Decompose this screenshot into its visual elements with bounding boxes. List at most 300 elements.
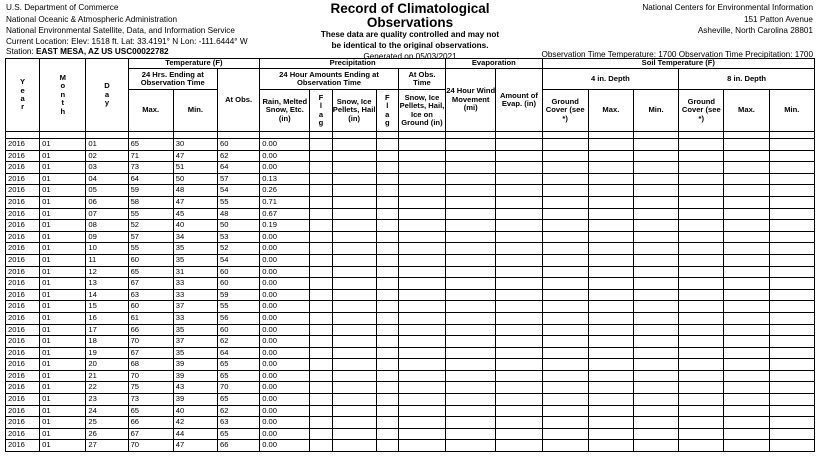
table-row [6,243,815,255]
empty-cell [446,220,496,232]
max-temp-cell: 73 [128,162,173,174]
min-temp-cell: 35 [173,324,217,336]
empty-cell [542,405,588,417]
empty-cell [633,243,678,255]
rain-cell: 0.00 [260,370,310,382]
rain-cell: 0.00 [260,405,310,417]
empty-cell [542,173,588,185]
empty-cell [769,289,814,301]
empty-cell [633,336,678,348]
rain-cell: 0.00 [260,254,310,266]
empty-cell [679,312,724,324]
empty-cell [542,139,588,151]
empty-cell [724,417,769,429]
empty-cell [724,347,769,359]
empty-cell [376,289,398,301]
empty-cell [310,370,332,382]
table-row [6,231,815,243]
month-cell: 01 [40,440,86,452]
empty-cell [332,359,376,371]
depth-4in-header: 4 in. Depth [542,69,679,90]
table-row [6,185,815,197]
obs-temp-cell: 52 [217,243,259,255]
obs-temp-cell: 60 [217,278,259,290]
col-month: M o n t h [40,59,86,132]
station-name: EAST MESA, AZ US USC00022782 [36,47,169,56]
empty-cell [633,382,678,394]
month-cell: 01 [40,394,86,406]
empty-cell [332,405,376,417]
empty-cell [633,266,678,278]
empty-cell [332,394,376,406]
empty-cell [542,428,588,440]
day-cell: 06 [86,196,128,208]
obs-temp-cell: 56 [217,312,259,324]
empty-cell [310,347,332,359]
empty-cell [376,405,398,417]
precip-24hr-header: 24 Hour Amounts Ending at Observation Time [260,69,399,90]
month-cell: 01 [40,220,86,232]
empty-cell [769,359,814,371]
empty-cell [446,382,496,394]
empty-cell [679,266,724,278]
temperature-group-header: Temperature (F) [128,59,260,69]
max-temp-cell: 64 [128,173,173,185]
empty-cell [633,417,678,429]
empty-cell [588,220,633,232]
empty-cell [446,324,496,336]
empty-cell [446,289,496,301]
year-cell: 2016 [6,301,40,313]
empty-cell [769,139,814,151]
empty-cell [633,405,678,417]
empty-cell [496,301,542,313]
max-temp-cell: 63 [128,289,173,301]
empty-cell [724,278,769,290]
empty-cell [724,162,769,174]
day-cell: 22 [86,382,128,394]
empty-cell [679,336,724,348]
empty-cell [376,336,398,348]
empty-cell [724,150,769,162]
min-temp-cell: 47 [173,196,217,208]
empty-cell [376,394,398,406]
empty-cell [588,266,633,278]
day-cell: 26 [86,428,128,440]
max-temp-cell: 57 [128,231,173,243]
empty-cell [310,359,332,371]
empty-cell [446,231,496,243]
empty-cell [588,312,633,324]
empty-cell [398,324,445,336]
empty-cell [496,243,542,255]
day-cell: 21 [86,370,128,382]
max-temp-cell: 60 [128,301,173,313]
day-cell: 04 [86,173,128,185]
empty-cell [633,312,678,324]
empty-cell [769,243,814,255]
empty-cell [588,347,633,359]
month-cell: 01 [40,162,86,174]
min-temp-cell: 35 [173,347,217,359]
empty-cell [376,208,398,220]
obs-temp-cell: 59 [217,289,259,301]
max-temp-cell: 55 [128,243,173,255]
rain-cell: 0.00 [260,312,310,324]
empty-cell [332,324,376,336]
min-temp-cell: 51 [173,162,217,174]
empty-cell [542,336,588,348]
empty-cell [542,150,588,162]
col-max: Max. [128,90,173,132]
empty-cell [496,440,542,452]
empty-cell [679,185,724,197]
empty-cell [679,150,724,162]
day-cell: 09 [86,231,128,243]
rain-cell: 0.13 [260,173,310,185]
agency-line-1: U.S. Department of Commerce [6,3,119,12]
empty-cell [376,312,398,324]
empty-cell [724,301,769,313]
empty-cell [679,405,724,417]
col-soil-min-4in: Min. [633,90,678,132]
empty-cell [724,289,769,301]
empty-cell [496,139,542,151]
empty-cell [633,208,678,220]
day-cell: 07 [86,208,128,220]
empty-cell [332,231,376,243]
empty-cell [724,231,769,243]
rain-cell: 0.00 [260,231,310,243]
max-temp-cell: 58 [128,196,173,208]
empty-cell [376,243,398,255]
empty-cell [588,208,633,220]
year-cell: 2016 [6,417,40,429]
empty-cell [769,324,814,336]
empty-cell [332,254,376,266]
month-cell: 01 [40,150,86,162]
empty-cell [310,289,332,301]
empty-cell [542,243,588,255]
min-temp-cell: 44 [173,428,217,440]
min-temp-cell: 47 [173,440,217,452]
rain-cell: 0.00 [260,347,310,359]
station-label: Station: [6,47,37,56]
year-cell: 2016 [6,382,40,394]
year-cell: 2016 [6,208,40,220]
empty-cell [310,231,332,243]
empty-cell [446,336,496,348]
empty-cell [496,382,542,394]
empty-cell [398,312,445,324]
empty-cell [310,336,332,348]
empty-cell [496,370,542,382]
table-row [6,289,815,301]
empty-cell [376,359,398,371]
empty-cell [496,289,542,301]
table-row [6,312,815,324]
month-cell: 01 [40,370,86,382]
empty-cell [769,301,814,313]
col-snow-ground: Snow, Ice Pellets, Hail, Ice on Ground (in) [398,90,445,132]
year-cell: 2016 [6,185,40,197]
empty-cell [446,417,496,429]
min-temp-cell: 40 [173,220,217,232]
col-ground-cover-8in: Ground Cover (see *) [679,90,724,132]
empty-cell [633,162,678,174]
empty-cell [332,347,376,359]
empty-cell [332,312,376,324]
empty-cell [446,370,496,382]
col-rain: Rain, Melted Snow, Etc. (in) [260,90,310,132]
empty-cell [398,220,445,232]
agency-block [6,2,235,37]
empty-cell [496,347,542,359]
table-row [6,394,815,406]
empty-cell [332,208,376,220]
obs-temp-cell: 64 [217,162,259,174]
year-cell: 2016 [6,324,40,336]
empty-cell [769,405,814,417]
obs-temp-cell: 53 [217,231,259,243]
year-cell: 2016 [6,254,40,266]
empty-cell [398,208,445,220]
max-temp-cell: 59 [128,185,173,197]
empty-cell [332,440,376,452]
empty-cell [398,289,445,301]
empty-cell [398,231,445,243]
empty-cell [542,162,588,174]
empty-cell [542,440,588,452]
empty-cell [446,428,496,440]
rain-cell: 0.00 [260,440,310,452]
empty-cell [398,150,445,162]
year-cell: 2016 [6,394,40,406]
current-location: Current Location: Elev: 1518 ft. Lat: 33.4191° N Lon: -111.6444° W [6,37,248,46]
empty-cell [310,150,332,162]
empty-cell [633,139,678,151]
col-at-obs: At Obs. [217,69,259,132]
obs-temp-cell: 48 [217,208,259,220]
obs-temp-cell: 62 [217,405,259,417]
empty-cell [376,440,398,452]
empty-cell [376,370,398,382]
empty-cell [542,301,588,313]
empty-cell [769,336,814,348]
day-cell: 01 [86,139,128,151]
empty-cell [332,301,376,313]
table-row [6,278,815,290]
empty-cell [769,220,814,232]
max-temp-cell: 55 [128,208,173,220]
rain-cell: 0.00 [260,394,310,406]
min-temp-cell: 43 [173,382,217,394]
empty-cell [310,382,332,394]
obs-temp-cell: 50 [217,220,259,232]
empty-cell [588,254,633,266]
empty-cell [376,417,398,429]
empty-cell [376,173,398,185]
empty-cell [724,324,769,336]
empty-cell [679,139,724,151]
empty-cell [724,336,769,348]
empty-cell [724,196,769,208]
max-temp-cell: 70 [128,440,173,452]
empty-cell [398,301,445,313]
max-temp-cell: 66 [128,324,173,336]
empty-cell [633,278,678,290]
empty-cell [542,196,588,208]
table-row [6,359,815,371]
month-cell: 01 [40,417,86,429]
obs-temp-cell: 57 [217,173,259,185]
obs-temp-cell: 65 [217,428,259,440]
empty-cell [633,324,678,336]
title-block [290,2,530,62]
empty-cell [633,347,678,359]
min-temp-cell: 37 [173,336,217,348]
month-cell: 01 [40,185,86,197]
empty-cell [542,231,588,243]
rain-cell: 0.00 [260,301,310,313]
day-cell: 23 [86,394,128,406]
empty-cell [332,139,376,151]
empty-cell [332,243,376,255]
rain-cell: 0.00 [260,150,310,162]
table-row [6,370,815,382]
empty-cell [496,312,542,324]
year-cell: 2016 [6,173,40,185]
table-row [6,208,815,220]
day-cell: 02 [86,150,128,162]
empty-cell [446,173,496,185]
month-cell: 01 [40,301,86,313]
empty-cell [724,359,769,371]
empty-cell [542,220,588,232]
empty-cell [588,417,633,429]
year-cell: 2016 [6,336,40,348]
day-cell: 08 [86,220,128,232]
year-cell: 2016 [6,312,40,324]
empty-cell [724,428,769,440]
empty-cell [398,266,445,278]
empty-cell [398,243,445,255]
max-temp-cell: 68 [128,359,173,371]
empty-cell [446,278,496,290]
year-cell: 2016 [6,289,40,301]
empty-cell [542,312,588,324]
obs-temp-cell: 60 [217,324,259,336]
empty-cell [542,266,588,278]
max-temp-cell: 65 [128,405,173,417]
empty-cell [542,208,588,220]
empty-cell [769,417,814,429]
table-row [6,254,815,266]
empty-cell [310,428,332,440]
empty-cell [376,220,398,232]
empty-cell [679,162,724,174]
empty-cell [398,139,445,151]
rain-cell: 0.00 [260,289,310,301]
empty-cell [724,185,769,197]
obs-temp-cell: 55 [217,301,259,313]
empty-cell [398,428,445,440]
empty-cell [769,231,814,243]
rain-cell: 0.00 [260,336,310,348]
empty-cell [633,301,678,313]
max-temp-cell: 67 [128,347,173,359]
month-cell: 01 [40,254,86,266]
year-cell: 2016 [6,162,40,174]
min-temp-cell: 33 [173,312,217,324]
empty-cell [376,382,398,394]
day-cell: 20 [86,359,128,371]
day-cell: 15 [86,301,128,313]
year-cell: 2016 [6,231,40,243]
month-cell: 01 [40,289,86,301]
min-temp-cell: 34 [173,231,217,243]
day-cell: 10 [86,243,128,255]
empty-cell [446,208,496,220]
empty-cell [769,347,814,359]
col-evap-amount: Amount of Evap. (in) [496,69,542,132]
max-temp-cell: 60 [128,254,173,266]
table-row [6,417,815,429]
empty-cell [542,382,588,394]
max-temp-cell: 75 [128,382,173,394]
day-cell: 12 [86,266,128,278]
empty-cell [446,139,496,151]
observations-table [5,58,815,452]
empty-cell [588,231,633,243]
empty-cell [496,185,542,197]
empty-cell [588,336,633,348]
empty-cell [332,289,376,301]
day-cell: 18 [86,336,128,348]
month-cell: 01 [40,243,86,255]
month-cell: 01 [40,312,86,324]
ncei-street: 151 Patton Avenue [743,14,813,24]
empty-cell [496,405,542,417]
empty-cell [332,370,376,382]
empty-cell [310,440,332,452]
empty-cell [332,150,376,162]
year-cell: 2016 [6,266,40,278]
empty-cell [769,173,814,185]
empty-cell [376,231,398,243]
empty-cell [679,231,724,243]
empty-cell [588,301,633,313]
min-temp-cell: 39 [173,394,217,406]
day-cell: 17 [86,324,128,336]
quality-note-line-1: These data are quality controlled and may not [320,30,500,39]
year-cell: 2016 [6,150,40,162]
empty-cell [398,417,445,429]
agency-line-2: National Oceanic & Atmospheric Administration [6,14,178,24]
year-cell: 2016 [6,196,40,208]
empty-cell [633,289,678,301]
empty-cell [376,266,398,278]
depth-8in-header: 8 in. Depth [679,69,815,90]
empty-cell [588,150,633,162]
min-temp-cell: 37 [173,301,217,313]
max-temp-cell: 67 [128,278,173,290]
max-temp-cell: 70 [128,370,173,382]
empty-cell [332,428,376,440]
max-temp-cell: 73 [128,394,173,406]
empty-cell [446,405,496,417]
empty-cell [542,324,588,336]
